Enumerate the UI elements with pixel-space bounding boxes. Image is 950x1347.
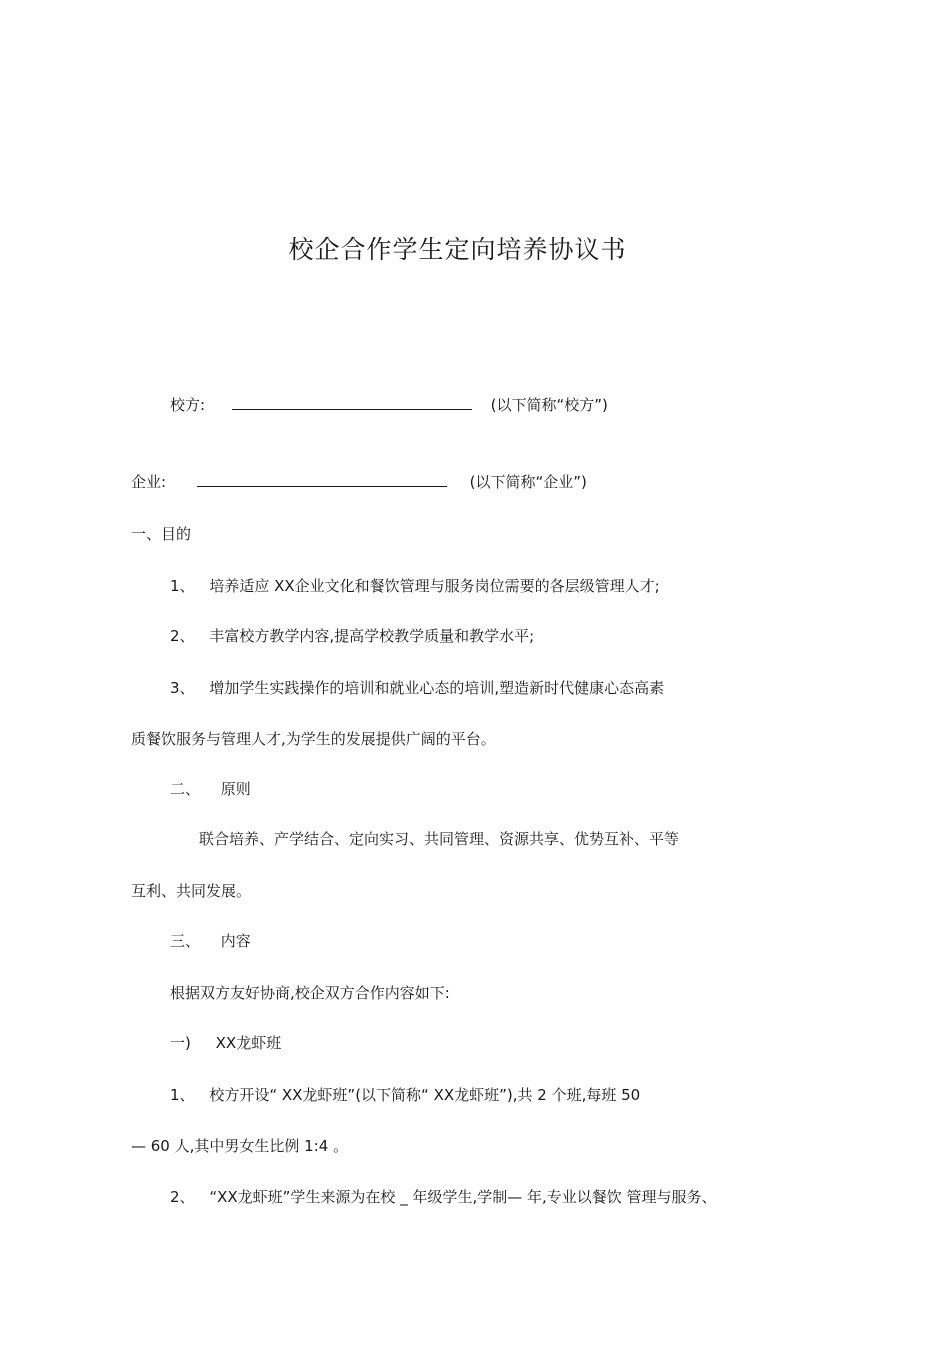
company-note: (以下简称“企业”): [469, 473, 587, 491]
list-item: [170, 626, 534, 646]
company-party-line: [131, 472, 587, 492]
list-item: [170, 678, 664, 698]
paragraph: 根据双方友好协商,校企双方合作内容如下:: [170, 984, 450, 1002]
list-item-text: 培养适应 XX企业文化和餐饮管理与服务岗位需要的各层级管理人才;: [209, 577, 660, 595]
list-item-continuation: 质餐饮服务与管理人才,为学生的发展提供广阔的平台。: [131, 730, 496, 748]
company-name-blank: [197, 472, 447, 487]
list-item-number: 1、: [170, 577, 195, 595]
section-number: 二、: [170, 780, 201, 798]
school-name-blank: [232, 395, 472, 410]
list-item-number: 1、: [170, 1086, 195, 1104]
list-item-text: 校方开设“ XX龙虾班”(以下简称“ XX龙虾班”),共 2 个班,每班 50: [209, 1086, 641, 1104]
list-item-number: 2、: [170, 1188, 195, 1206]
school-party-line: [170, 395, 608, 415]
paragraph-continuation: 互利、共同发展。: [131, 882, 252, 900]
subsection-heading: [170, 1033, 281, 1053]
list-item-text: 增加学生实践操作的培训和就业心态的培训,塑造新时代健康心态高素: [209, 679, 665, 697]
section-title: 内容: [220, 932, 251, 950]
list-item-number: 3、: [170, 679, 195, 697]
document-title: 校企合作学生定向培养协议书: [288, 235, 627, 264]
list-item-text: “XX龙虾班”学生来源为在校 _ 年级学生,学制— 年,专业以餐饮 管理与服务、: [209, 1188, 717, 1206]
list-item-continuation: — 60 人,其中男女生比例 1:4 。: [131, 1137, 349, 1155]
list-item: [170, 1085, 640, 1105]
school-note: (以下简称“校方”): [490, 396, 608, 414]
list-item-text: 丰富校方教学内容,提高学校教学质量和教学水平;: [209, 627, 535, 645]
school-label: 校方:: [170, 396, 206, 414]
paragraph: 联合培养、产学结合、定向实习、共同管理、资源共享、优势互补、平等: [199, 830, 680, 848]
list-item-number: 2、: [170, 627, 195, 645]
list-item: [170, 576, 660, 596]
section-heading: [170, 779, 251, 799]
company-label: 企业:: [131, 473, 167, 491]
section-title: 原则: [220, 780, 251, 798]
subsection-title: XX龙虾班: [215, 1034, 282, 1052]
section-number: 三、: [170, 932, 201, 950]
section-heading: 一、目的: [131, 525, 192, 543]
subsection-number: 一): [170, 1034, 191, 1052]
section-heading: [170, 931, 251, 951]
list-item: [170, 1187, 717, 1207]
